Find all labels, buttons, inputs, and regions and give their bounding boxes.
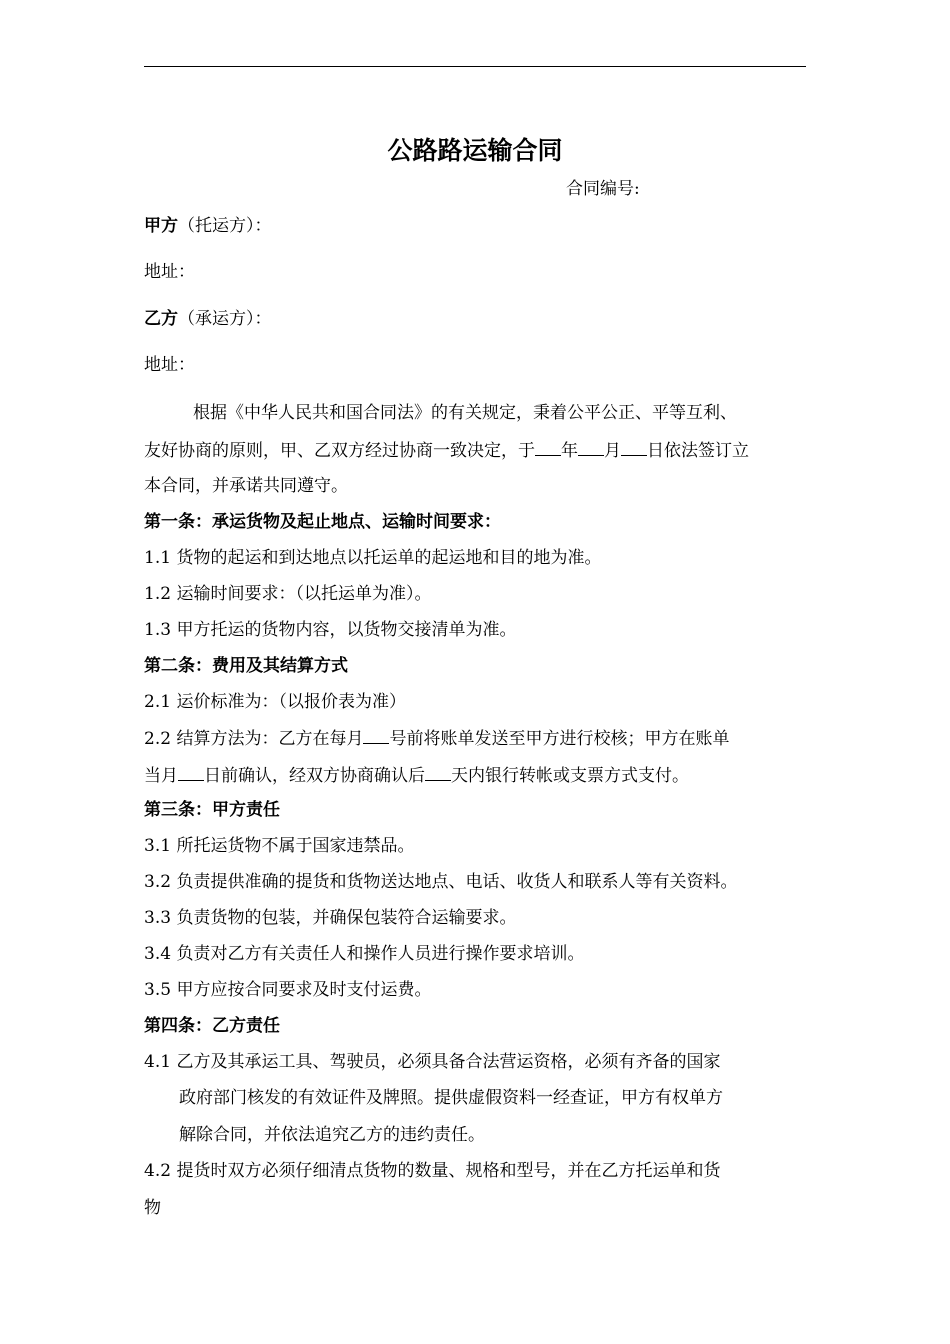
- clause-4-1-line-3: 解除合同，并依法追究乙方的违约责任。: [179, 1125, 485, 1145]
- clause-1-1: 1.1 货物的起运和到达地点以托运单的起运地和目的地为准。: [144, 548, 602, 568]
- clause-3-2: 3.2 负责提供准确的提货和货物送达地点、电话、收货人和联系人等有关资料。: [144, 872, 738, 892]
- payment-days-blank: [425, 762, 451, 781]
- clause-4-2-line-1: 4.2 提货时双方必须仔细清点货物的数量、规格和型号，并在乙方托运单和货: [144, 1161, 721, 1181]
- confirm-day-blank: [178, 762, 204, 781]
- billing-day-blank: [363, 725, 389, 744]
- article-1-heading: 第一条：承运货物及起止地点、运输时间要求：: [144, 512, 501, 532]
- article-3-heading: 第三条：甲方责任: [144, 800, 280, 820]
- clause-2-2-month: 当月: [144, 766, 178, 786]
- month-blank: [578, 437, 604, 456]
- clause-2-2-text: 2.2 结算方法为：乙方在每月: [144, 729, 364, 749]
- clause-2-1: 2.1 运价标准为：（以报价表为准）: [144, 692, 406, 712]
- preamble-line-1: 根据《中华人民共和国合同法》的有关规定，秉着公平公正、平等互利、: [193, 403, 737, 423]
- article-2-heading: 第二条：费用及其结算方式: [144, 656, 348, 676]
- clause-2-2-confirm: 日前确认，经双方协商确认后: [204, 766, 425, 786]
- month-label: 月: [604, 441, 621, 461]
- preamble-text: 友好协商的原则，甲、乙双方经过协商一致决定，于: [144, 441, 535, 461]
- preamble-line-3: 本合同，并承诺共同遵守。: [144, 476, 348, 496]
- day-blank: [621, 437, 647, 456]
- clause-3-1: 3.1 所托运货物不属于国家违禁品。: [144, 836, 415, 856]
- party-a-line: [144, 213, 272, 239]
- clause-1-2: 1.2 运输时间要求：（以托运单为准）。: [144, 584, 432, 604]
- year-blank: [535, 437, 561, 456]
- preamble-text-end: 日依法签订立: [647, 441, 749, 461]
- clause-2-2-line-1: [144, 725, 729, 752]
- party-b-line: [144, 306, 272, 332]
- clause-4-1-line-2: 政府部门核发的有效证件及牌照。提供虚假资料一经查证，甲方有权单方: [179, 1088, 723, 1108]
- clause-3-4: 3.4 负责对乙方有关责任人和操作人员进行操作要求培训。: [144, 944, 585, 964]
- contract-number-label: 合同编号:: [566, 179, 640, 199]
- party-b-role: （承运方）：: [178, 309, 272, 329]
- party-a-address: 地址：: [144, 262, 195, 282]
- clause-3-5: 3.5 甲方应按合同要求及时支付运费。: [144, 980, 432, 1000]
- party-b-address: 地址：: [144, 355, 195, 375]
- party-a-label: 甲方: [144, 216, 178, 236]
- clause-3-3: 3.3 负责货物的包装，并确保包装符合运输要求。: [144, 908, 517, 928]
- clause-4-1-line-1: 4.1 乙方及其承运工具、驾驶员，必须具备合法营运资格，必须有齐备的国家: [144, 1052, 721, 1072]
- document-title: 公路路运输合同: [387, 136, 563, 165]
- clause-4-2-line-2: 物: [144, 1198, 161, 1218]
- preamble-line-2: [144, 437, 749, 464]
- article-4-heading: 第四条：乙方责任: [144, 1016, 280, 1036]
- clause-2-2-payment: 天内银行转帐或支票方式支付。: [451, 766, 689, 786]
- clause-2-2-line-2: [144, 762, 689, 789]
- party-a-role: （托运方）：: [178, 216, 272, 236]
- year-label: 年: [561, 441, 578, 461]
- clause-2-2-text-cont: 号前将账单发送至甲方进行校核；甲方在账单: [389, 729, 730, 749]
- clause-1-3: 1.3 甲方托运的货物内容，以货物交接清单为准。: [144, 620, 517, 640]
- header-rule: [144, 66, 806, 67]
- party-b-label: 乙方: [144, 309, 178, 329]
